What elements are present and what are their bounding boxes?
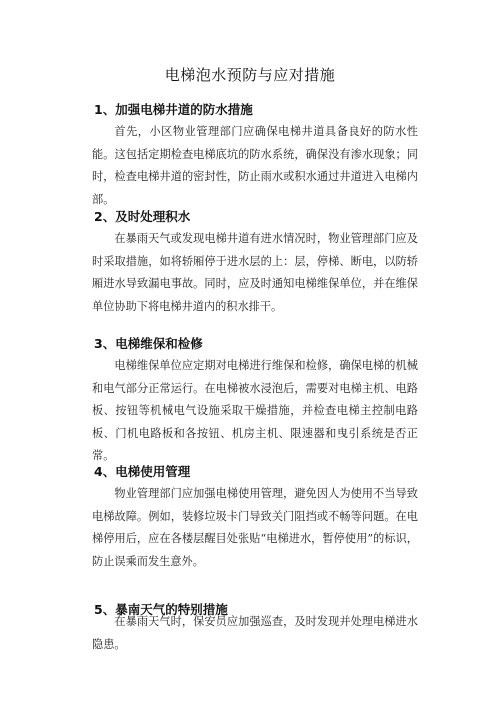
document-title: 电梯泡水预防与应对措施 xyxy=(164,66,336,84)
section-body-1: 首先，小区物业管理部门应确保电梯井道具备良好的防水性能。这包括定期检查电梯底坑的防水系统，确保没有渗水现象；同时，检查电梯井道的密封性，防止雨水或积水通过井道进入电梯内部。 xyxy=(92,125,418,206)
section-heading-3: 3、电梯维保和检修 xyxy=(94,336,203,351)
section-heading-5: 5、暴南天气的特别措施 xyxy=(94,602,228,617)
section-body-5: 在暴雨天气时，保安员应加强巡查，及时发现并处理电梯进水隐患。 xyxy=(92,615,418,651)
section-body-3: 电梯维保单位应定期对电梯进行维保和检修，确保电梯的机械和电气部分正常运行。在电梯被水浸泡后，需要对电梯主机、电路板、按钮等机械电气设施采取干燥措施，并检查电梯主控制电路板、门机电路板和各按钮、机房主机、限速器和曳引系统是否正常。 xyxy=(92,359,418,462)
section-heading-2: 2、及时处理积水 xyxy=(94,209,191,224)
section-heading-4: 4、电梯使用管理 xyxy=(94,464,191,479)
section-body-2: 在暴雨天气或发现电梯井道有进水情况时，物业管理部门应及时采取措施，如将轿厢停于进水层的上：层，停梯、断电，以防轿厢进水导致漏电事故。同时，应及时通知电梯维保单位，并在维保单位协助下将电梯井道内的积水排干。 xyxy=(92,232,418,313)
section-body-4: 物业管理部门应加强电梯使用管理，避免因人为使用不当导致电梯故障。例如，装修垃圾卡门导致关门阻挡或不畅等问题。在电梯停用后，应在各楼层醒目处张贴“电梯进水，暂停使用”的标识，防止误乘而发生意外。 xyxy=(92,487,418,568)
section-heading-1: 1、加强电梯井道的防水措施 xyxy=(94,102,253,117)
